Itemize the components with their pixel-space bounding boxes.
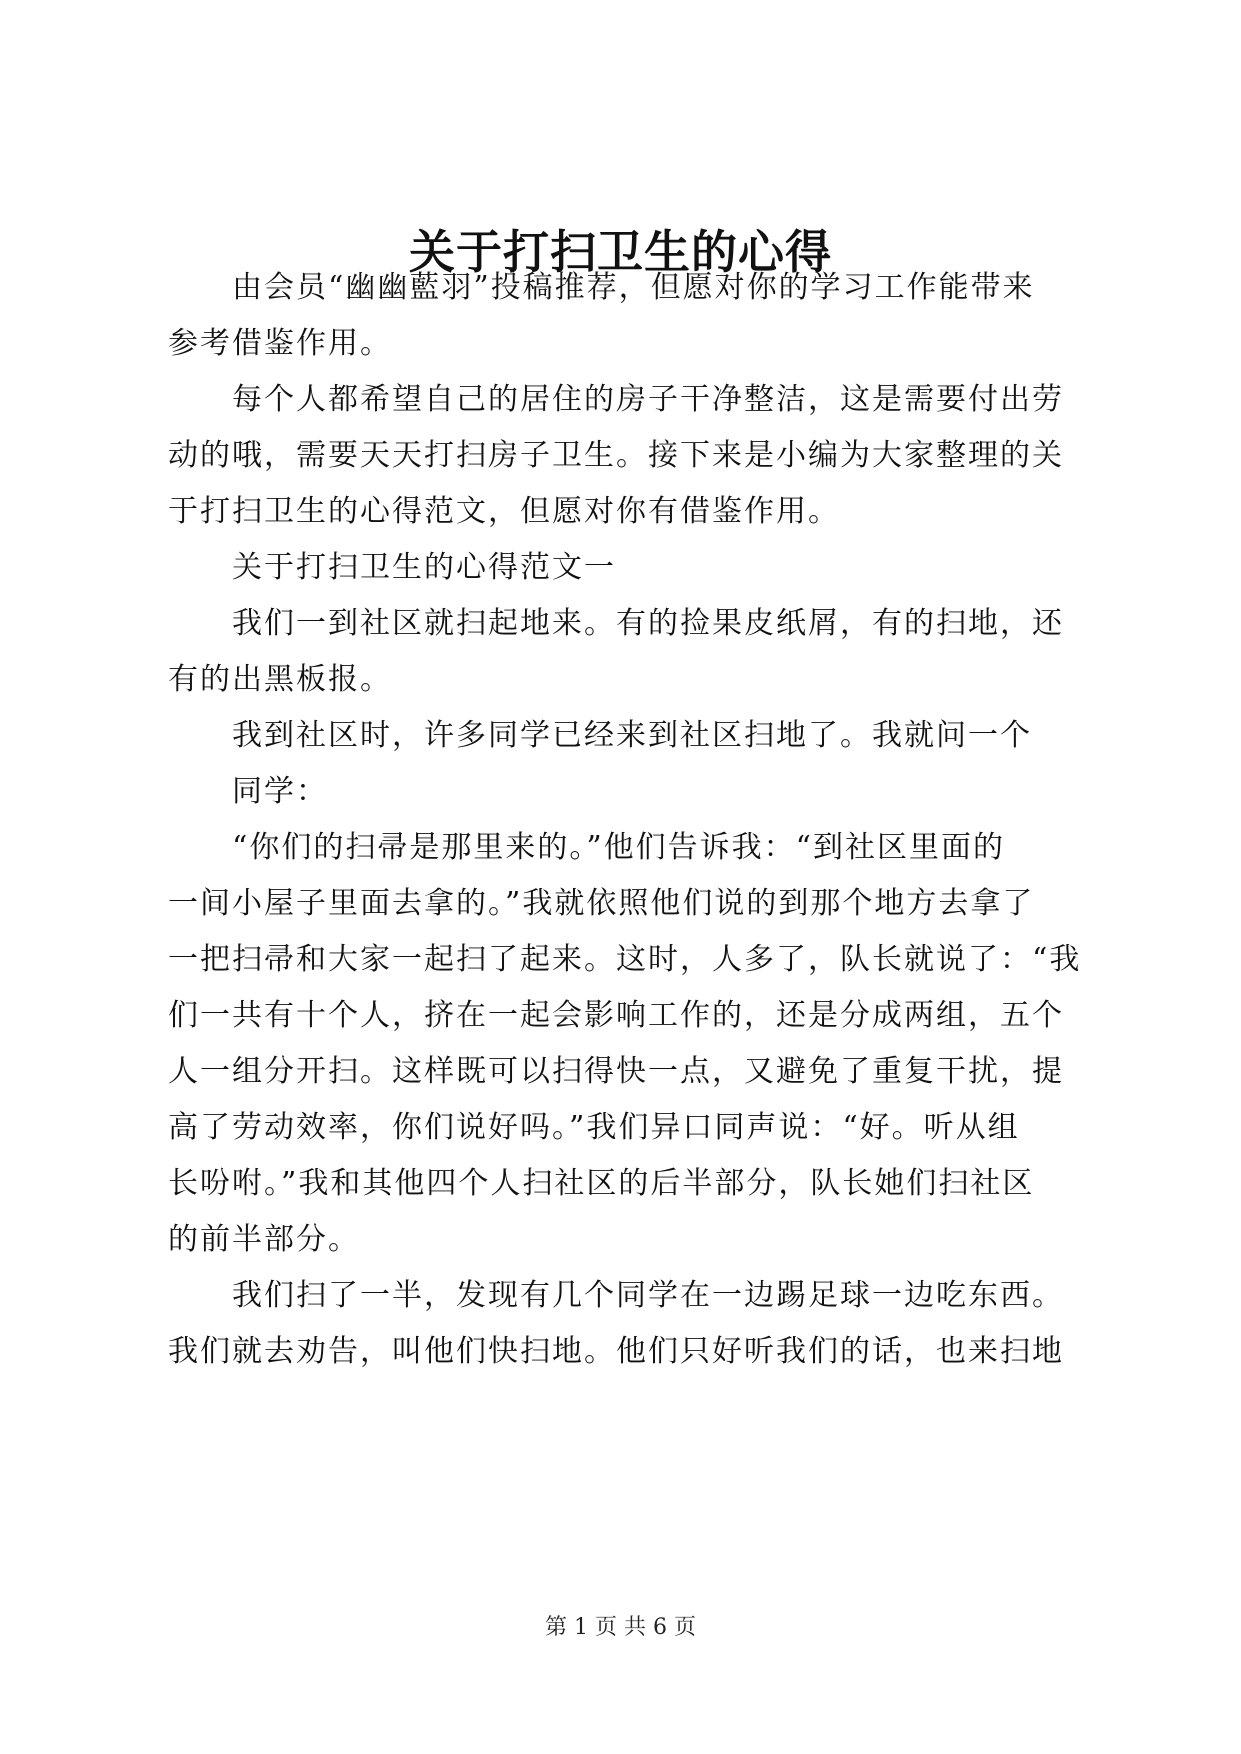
- text-line: 我们扫了一半，发现有几个同学在一边踢足球一边吃东西。: [232, 1278, 1064, 1313]
- document-title: 关于打扫卫生的心得: [409, 225, 832, 279]
- text-line: 长吩咐。”我和其他四个人扫社区的后半部分，队长她们扫社区: [168, 1166, 1035, 1201]
- text-line: 动的哦，需要天天打扫房子卫生。接下来是小编为大家整理的关: [168, 438, 1064, 473]
- text-line: 一间小屋子里面去拿的。”我就依照他们说的到那个地方去拿了: [168, 886, 1035, 921]
- section-heading: 关于打扫卫生的心得范文一: [232, 550, 616, 585]
- page-number: 第 1 页 共 6 页: [545, 1615, 696, 1640]
- text-line: 人一组分开扫。这样既可以扫得快一点，又避免了重复干扰，提: [168, 1054, 1064, 1089]
- text-line: 我们就去劝告，叫他们快扫地。他们只好听我们的话，也来扫地: [168, 1334, 1064, 1369]
- text-line: 一把扫帚和大家一起扫了起来。这时，人多了，队长就说了：“我: [168, 942, 1082, 977]
- text-line: “你们的扫帚是那里来的。”他们告诉我：“到社区里面的: [232, 830, 1006, 865]
- text-line: 高了劳动效率，你们说好吗。”我们异口同声说：“好。听从组: [168, 1110, 1020, 1145]
- text-line: 同学：: [232, 774, 328, 809]
- text-line: 由会员“幽幽藍羽”投稿推荐，但愿对你的学习工作能带来: [232, 270, 1035, 305]
- text-line: 有的出黑板报。: [168, 662, 392, 697]
- text-line: 的前半部分。: [168, 1222, 360, 1257]
- text-line: 于打扫卫生的心得范文，但愿对你有借鉴作用。: [168, 494, 840, 529]
- text-line: 我们一到社区就扫起地来。有的捡果皮纸屑，有的扫地，还: [232, 606, 1064, 641]
- text-line: 每个人都希望自己的居住的房子干净整洁，这是需要付出劳: [232, 382, 1064, 417]
- text-line: 我到社区时，许多同学已经来到社区扫地了。我就问一个: [232, 718, 1032, 753]
- text-line: 参考借鉴作用。: [168, 326, 392, 361]
- text-line: 们一共有十个人，挤在一起会影响工作的，还是分成两组，五个: [168, 998, 1064, 1033]
